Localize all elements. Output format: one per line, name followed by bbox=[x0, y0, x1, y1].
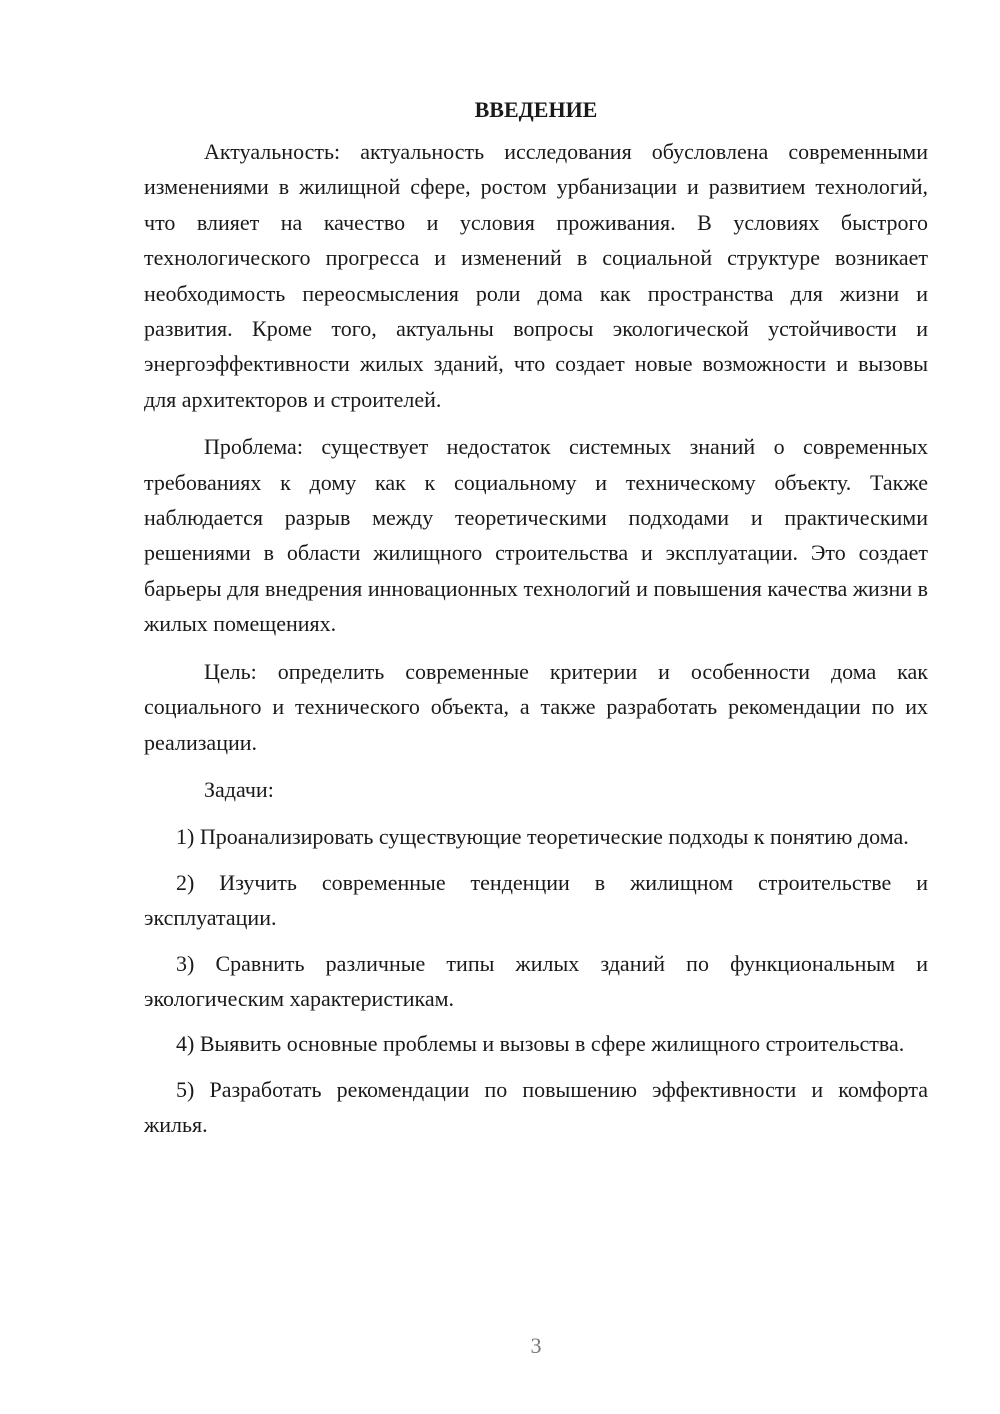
page-number: 3 bbox=[530, 1333, 542, 1358]
task-item-4: 4) Выявить основные проблемы и вызовы в сфере жилищного строительства. bbox=[176, 1031, 905, 1057]
document-page bbox=[144, 94, 928, 1153]
paragraph-problem: Проблема: существует недостаток системных знаний о современных требованиях к дому как к социальному и техническому объекту. Также наблюдается разрыв между теоретическими подходами и практическими решениями в области жилищного строительства и эксплуатации. Это создает барьеры для внедрения инновационных технологий и повышения качества жизни в жилых помещениях. bbox=[144, 434, 928, 637]
task-item-3: 3) Сравнить различные типы жилых зданий по функциональным и экологическим характеристикам. bbox=[144, 950, 928, 1011]
task-item-2: 2) Изучить современные тенденции в жилищном строительстве и эксплуатации. bbox=[144, 869, 928, 931]
section-title: ВВЕДЕНИЕ bbox=[474, 97, 598, 122]
paragraph-goal: Цель: определить современные критерии и особенности дома как социального и технического объекта, а также разработать рекомендации по их реализации. bbox=[144, 658, 928, 755]
paragraph-relevance: Актуальность: актуальность исследования обусловлена современными изменениями в жилищной сфере, ростом урбанизации и развитием технологий, что влияет на качество и условия проживания. В условиях быстрого технологического прогресса и изменений в социальной структуре возникает необходимость переосмысления роли дома как пространства для жизни и развития. Кроме того, актуальны вопросы экологической устойчивости и энергоэффективности жилых зданий, что создает новые возможности и вызовы для архитекторов и строителей. bbox=[144, 139, 928, 412]
task-item-1: 1) Проанализировать существующие теоретические подходы к понятию дома. bbox=[176, 824, 909, 850]
task-item-5: 5) Разработать рекомендации по повышению эффективности и комфорта жилья. bbox=[144, 1076, 928, 1138]
tasks-heading: Задачи: bbox=[204, 776, 274, 802]
